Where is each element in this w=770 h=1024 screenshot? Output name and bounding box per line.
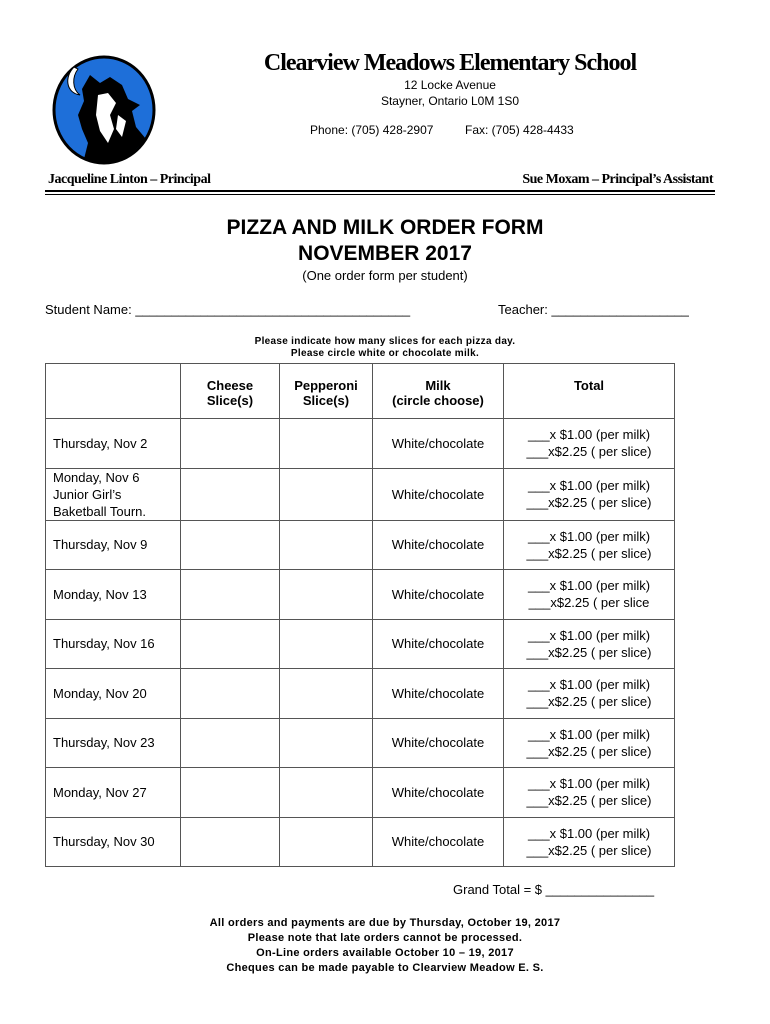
table-row xyxy=(46,768,675,818)
teacher-field[interactable]: Teacher: ___________________ xyxy=(498,302,689,317)
school-fax: Fax: (705) 428-4433 xyxy=(465,123,574,137)
header-milk xyxy=(373,364,504,419)
cheese-slices-input[interactable] xyxy=(181,718,280,768)
pizza-day-label: Monday, Nov 27 xyxy=(53,784,147,800)
header-divider-thin xyxy=(45,194,715,195)
cheese-slices-input[interactable] xyxy=(181,419,280,469)
principal-name: Jacqueline Linton – Principal xyxy=(48,172,211,187)
header-cheese xyxy=(181,364,280,419)
pizza-day-label: Thursday, Nov 30 xyxy=(53,834,155,850)
table-row xyxy=(46,520,675,570)
slice-total-line: ___x$2.25 ( per slice) xyxy=(526,793,652,809)
table-row xyxy=(46,468,675,520)
header-total: Total xyxy=(504,364,675,419)
assistant-name: Sue Moxam – Principal’s Assistant xyxy=(522,172,713,187)
school-name: Clearview Meadows Elementary School xyxy=(263,50,637,76)
milk-total-line: ___x $1.00 (per milk) xyxy=(527,478,651,493)
row-total-cell[interactable] xyxy=(504,768,675,818)
milk-choice[interactable]: White/chocolate xyxy=(373,817,504,867)
pizza-day-label: Monday, Nov 6 xyxy=(53,469,140,485)
table-row xyxy=(46,419,675,469)
table-row xyxy=(46,817,675,867)
slice-total-line: ___x$2.25 ( per slice) xyxy=(526,495,652,510)
header-milk-line1: Milk xyxy=(425,378,451,393)
milk-choice[interactable]: White/chocolate xyxy=(373,718,504,768)
pizza-day-cell xyxy=(46,570,181,620)
pepperoni-slices-input[interactable] xyxy=(280,520,373,570)
pizza-day-label: Junior Girl’s xyxy=(53,486,122,502)
row-total-cell[interactable] xyxy=(504,669,675,719)
school-phone: Phone: (705) 428-2907 xyxy=(310,123,434,137)
header-pepperoni xyxy=(280,364,373,419)
header-day xyxy=(46,364,181,419)
footer-due-date: All orders and payments are due by Thursday, October 19, 2017 xyxy=(209,917,561,929)
pepperoni-slices-input[interactable] xyxy=(280,619,373,669)
form-title: PIZZA AND MILK ORDER FORM xyxy=(226,216,544,239)
cheese-slices-input[interactable] xyxy=(181,570,280,620)
slice-total-line: ___x$2.25 ( per slice) xyxy=(526,842,652,858)
milk-total-line: ___x $1.00 (per milk) xyxy=(527,825,651,841)
header-milk-line2: (circle choose) xyxy=(392,393,484,408)
header-cheese-line2: Slice(s) xyxy=(206,393,254,408)
slice-total-line: ___x$2.25 ( per slice) xyxy=(526,743,652,759)
milk-choice[interactable]: White/chocolate xyxy=(373,768,504,818)
header-pepperoni-line2: Slice(s) xyxy=(302,393,350,408)
pizza-day-label: Thursday, Nov 2 xyxy=(53,435,148,451)
pizza-day-label: Thursday, Nov 9 xyxy=(53,537,148,553)
cheese-slices-input[interactable] xyxy=(181,520,280,570)
pizza-day-label: Monday, Nov 13 xyxy=(53,586,147,602)
table-row xyxy=(46,570,675,620)
pizza-day-label: Baketball Tourn. xyxy=(53,503,146,519)
slice-total-line: ___x$2.25 ( per slice) xyxy=(526,644,652,660)
pepperoni-slices-input[interactable] xyxy=(280,669,373,719)
student-name-field[interactable]: Student Name: ______________________________________ xyxy=(45,302,411,317)
pepperoni-slices-input[interactable] xyxy=(280,468,373,520)
pizza-day-cell xyxy=(46,768,181,818)
slice-total-line: ___x$2.25 ( per slice) xyxy=(526,694,652,710)
footer-online-orders: On-Line orders available October 10 – 19, 2017 xyxy=(256,947,514,959)
table-row xyxy=(46,669,675,719)
wolf-howling-moon-icon xyxy=(52,55,157,165)
milk-total-line: ___x $1.00 (per milk) xyxy=(527,427,651,443)
pizza-day-cell xyxy=(46,718,181,768)
instruction-slices: Please indicate how many slices for each pizza day. xyxy=(254,336,516,347)
milk-total-line: ___x $1.00 (per milk) xyxy=(527,776,651,792)
row-total-cell[interactable] xyxy=(504,419,675,469)
footer-cheques: Cheques can be made payable to Clearview Meadow E. S. xyxy=(226,962,544,974)
row-total-cell[interactable] xyxy=(504,468,675,520)
pizza-day-cell xyxy=(46,468,181,520)
school-address-line2: Stayner, Ontario L0M 1S0 xyxy=(380,94,520,108)
pepperoni-slices-input[interactable] xyxy=(280,768,373,818)
form-subtitle: (One order form per student) xyxy=(302,268,468,283)
milk-choice[interactable]: White/chocolate xyxy=(373,570,504,620)
slice-total-line: ___x$2.25 ( per slice) xyxy=(526,444,652,460)
grand-total-field[interactable]: Grand Total = $ _______________ xyxy=(453,882,655,897)
pepperoni-slices-input[interactable] xyxy=(280,570,373,620)
pepperoni-slices-input[interactable] xyxy=(280,817,373,867)
cheese-slices-input[interactable] xyxy=(181,817,280,867)
pepperoni-slices-input[interactable] xyxy=(280,718,373,768)
slice-total-line: ___x$2.25 ( per slice) xyxy=(526,545,652,561)
pizza-day-label: Thursday, Nov 16 xyxy=(53,636,155,652)
slice-total-line: ___x$2.25 ( per slice xyxy=(528,595,650,611)
header-divider xyxy=(45,190,715,192)
row-total-cell[interactable] xyxy=(504,718,675,768)
milk-total-line: ___x $1.00 (per milk) xyxy=(527,726,651,742)
milk-choice[interactable]: White/chocolate xyxy=(373,520,504,570)
milk-total-line: ___x $1.00 (per milk) xyxy=(527,528,651,544)
pizza-day-cell xyxy=(46,669,181,719)
cheese-slices-input[interactable] xyxy=(181,669,280,719)
table-header-row xyxy=(46,364,675,419)
row-total-cell[interactable] xyxy=(504,619,675,669)
pizza-day-cell xyxy=(46,817,181,867)
form-month: NOVEMBER 2017 xyxy=(298,242,472,265)
row-total-cell[interactable] xyxy=(504,520,675,570)
header-cheese-line1: Cheese xyxy=(206,378,254,393)
pizza-day-cell xyxy=(46,619,181,669)
pizza-day-cell xyxy=(46,419,181,469)
milk-total-line: ___x $1.00 (per milk) xyxy=(527,578,651,594)
header-pepperoni-line1: Pepperoni xyxy=(294,378,358,393)
milk-total-line: ___x $1.00 (per milk) xyxy=(527,677,651,693)
milk-total-line: ___x $1.00 (per milk) xyxy=(527,627,651,643)
instruction-milk: Please circle white or chocolate milk. xyxy=(290,348,480,359)
milk-choice[interactable]: White/chocolate xyxy=(373,669,504,719)
table-row xyxy=(46,619,675,669)
pizza-day-label: Monday, Nov 20 xyxy=(53,685,147,701)
milk-choice[interactable]: White/chocolate xyxy=(373,468,504,520)
row-total-cell[interactable] xyxy=(504,570,675,620)
cheese-slices-input[interactable] xyxy=(181,619,280,669)
pepperoni-slices-input[interactable] xyxy=(280,419,373,469)
milk-choice[interactable]: White/chocolate xyxy=(373,619,504,669)
table-row xyxy=(46,718,675,768)
milk-choice[interactable]: White/chocolate xyxy=(373,419,504,469)
pizza-day-cell xyxy=(46,520,181,570)
row-total-cell[interactable] xyxy=(504,817,675,867)
cheese-slices-input[interactable] xyxy=(181,768,280,818)
school-address-line1: 12 Locke Avenue xyxy=(404,78,496,92)
cheese-slices-input[interactable] xyxy=(181,468,280,520)
pizza-day-label: Thursday, Nov 23 xyxy=(53,735,155,751)
footer-late-orders: Please note that late orders cannot be processed. xyxy=(247,932,523,944)
order-table xyxy=(45,363,675,867)
